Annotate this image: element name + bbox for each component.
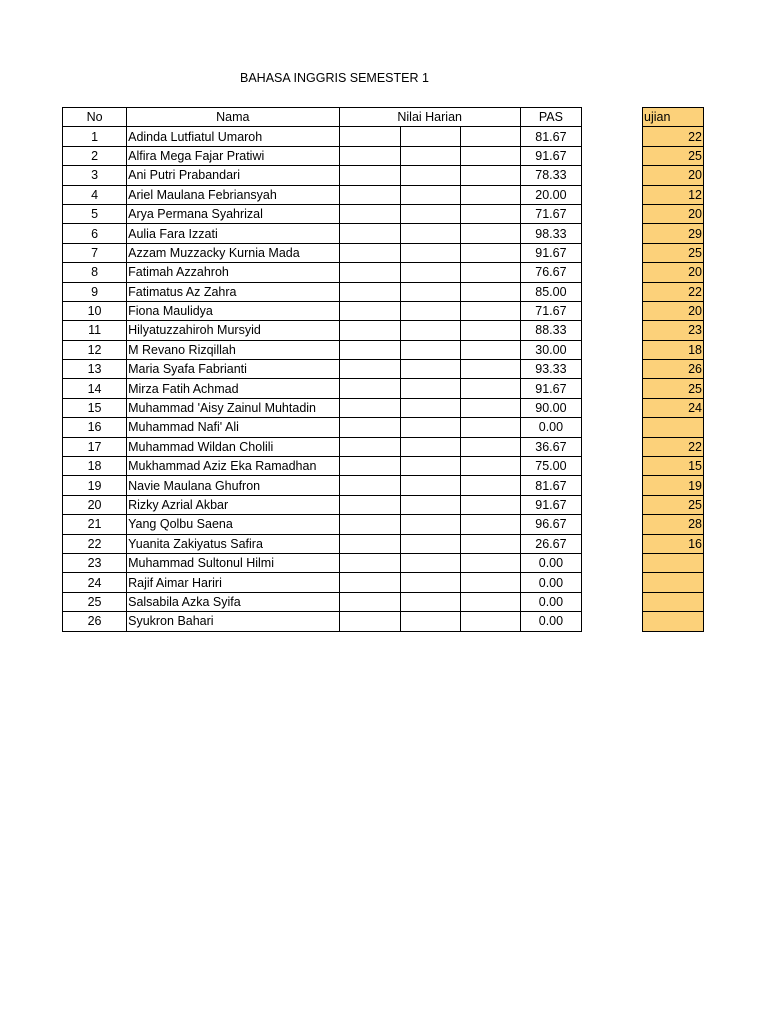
ujian-row — [643, 321, 704, 340]
cell-nama[interactable]: Navie Maulana Ghufron — [127, 476, 339, 495]
cell-nilai-harian-2[interactable] — [400, 592, 460, 611]
ujian-row — [643, 166, 704, 185]
header-row — [63, 108, 582, 127]
cell-nilai-harian-2[interactable] — [400, 127, 460, 146]
cell-nilai-harian-1[interactable] — [339, 515, 400, 534]
cell-ujian[interactable]: 25 — [643, 243, 704, 262]
cell-nilai-harian-3[interactable] — [460, 166, 520, 185]
ujian-row — [643, 127, 704, 146]
cell-no[interactable]: 23 — [63, 553, 127, 572]
grades-body — [63, 127, 582, 631]
cell-nama[interactable]: Ariel Maulana Febriansyah — [127, 185, 339, 204]
ujian-row — [643, 204, 704, 223]
table-row — [63, 166, 582, 185]
cell-pas[interactable]: 75.00 — [520, 457, 581, 476]
cell-nilai-harian-1[interactable] — [339, 263, 400, 282]
sheet-title: BAHASA INGGRIS SEMESTER 1 — [240, 71, 429, 85]
cell-ujian[interactable]: 23 — [643, 321, 704, 340]
cell-nilai-harian-3[interactable] — [460, 437, 520, 456]
cell-ujian[interactable]: 25 — [643, 495, 704, 514]
cell-nama[interactable]: Muhammad Nafi' Ali — [127, 418, 339, 437]
cell-ujian[interactable] — [643, 592, 704, 611]
cell-pas[interactable]: 78.33 — [520, 166, 581, 185]
cell-nilai-harian-1[interactable] — [339, 379, 400, 398]
cell-ujian[interactable]: 12 — [643, 185, 704, 204]
cell-no[interactable]: 6 — [63, 224, 127, 243]
cell-pas[interactable]: 81.67 — [520, 476, 581, 495]
cell-nilai-harian-2[interactable] — [400, 321, 460, 340]
ujian-row — [643, 360, 704, 379]
cell-nilai-harian-3[interactable] — [460, 360, 520, 379]
table-row — [63, 204, 582, 223]
cell-nilai-harian-1[interactable] — [339, 185, 400, 204]
cell-pas[interactable]: 71.67 — [520, 301, 581, 320]
table-row — [63, 185, 582, 204]
cell-nilai-harian-3[interactable] — [460, 534, 520, 553]
cell-nilai-harian-2[interactable] — [400, 437, 460, 456]
cell-no[interactable]: 22 — [63, 534, 127, 553]
cell-pas[interactable]: 0.00 — [520, 592, 581, 611]
header-nama: Nama — [127, 108, 339, 127]
table-row — [63, 573, 582, 592]
cell-no[interactable]: 16 — [63, 418, 127, 437]
cell-nilai-harian-2[interactable] — [400, 263, 460, 282]
cell-nilai-harian-3[interactable] — [460, 573, 520, 592]
table-row — [63, 457, 582, 476]
cell-pas[interactable]: 85.00 — [520, 282, 581, 301]
ujian-column — [642, 107, 704, 632]
cell-nilai-harian-1[interactable] — [339, 534, 400, 553]
cell-nilai-harian-2[interactable] — [400, 379, 460, 398]
cell-nilai-harian-1[interactable] — [339, 282, 400, 301]
cell-no[interactable]: 26 — [63, 612, 127, 631]
ujian-row — [643, 185, 704, 204]
cell-no[interactable]: 12 — [63, 340, 127, 359]
cell-nilai-harian-1[interactable] — [339, 553, 400, 572]
cell-ujian[interactable]: 20 — [643, 166, 704, 185]
cell-no[interactable]: 8 — [63, 263, 127, 282]
cell-ujian[interactable]: 22 — [643, 282, 704, 301]
cell-ujian[interactable]: 22 — [643, 127, 704, 146]
header-ujian: ujian — [643, 108, 704, 127]
ujian-row — [643, 282, 704, 301]
cell-ujian[interactable]: 18 — [643, 340, 704, 359]
ujian-row — [643, 340, 704, 359]
cell-pas[interactable]: 26.67 — [520, 534, 581, 553]
cell-nama[interactable]: Maria Syafa Fabrianti — [127, 360, 339, 379]
cell-nama[interactable]: Ani Putri Prabandari — [127, 166, 339, 185]
cell-pas[interactable]: 91.67 — [520, 379, 581, 398]
cell-nilai-harian-2[interactable] — [400, 146, 460, 165]
cell-pas[interactable]: 98.33 — [520, 224, 581, 243]
table-row — [63, 612, 582, 631]
cell-nilai-harian-1[interactable] — [339, 437, 400, 456]
cell-nilai-harian-2[interactable] — [400, 612, 460, 631]
cell-nilai-harian-1[interactable] — [339, 457, 400, 476]
cell-nilai-harian-3[interactable] — [460, 301, 520, 320]
cell-pas[interactable]: 0.00 — [520, 573, 581, 592]
cell-nama[interactable]: Hilyatuzzahiroh Mursyid — [127, 321, 339, 340]
cell-nilai-harian-1[interactable] — [339, 166, 400, 185]
table-row — [63, 418, 582, 437]
ujian-row — [643, 301, 704, 320]
cell-nilai-harian-3[interactable] — [460, 321, 520, 340]
cell-nilai-harian-2[interactable] — [400, 301, 460, 320]
cell-pas[interactable]: 88.33 — [520, 321, 581, 340]
table-row — [63, 515, 582, 534]
cell-nilai-harian-2[interactable] — [400, 224, 460, 243]
cell-nama[interactable]: Muhammad Wildan Cholili — [127, 437, 339, 456]
table-row — [63, 476, 582, 495]
cell-nilai-harian-1[interactable] — [339, 340, 400, 359]
cell-nilai-harian-2[interactable] — [400, 204, 460, 223]
cell-nilai-harian-3[interactable] — [460, 379, 520, 398]
table-row — [63, 398, 582, 417]
cell-nilai-harian-2[interactable] — [400, 243, 460, 262]
cell-pas[interactable]: 91.67 — [520, 495, 581, 514]
header-pas: PAS — [520, 108, 581, 127]
cell-nama[interactable]: Azzam Muzzacky Kurnia Mada — [127, 243, 339, 262]
cell-nama[interactable]: Rajif Aimar Hariri — [127, 573, 339, 592]
cell-nilai-harian-2[interactable] — [400, 185, 460, 204]
cell-nilai-harian-3[interactable] — [460, 146, 520, 165]
cell-nilai-harian-2[interactable] — [400, 515, 460, 534]
cell-nama[interactable]: Fatimatus Az Zahra — [127, 282, 339, 301]
cell-pas[interactable]: 91.67 — [520, 146, 581, 165]
cell-nilai-harian-1[interactable] — [339, 360, 400, 379]
cell-pas[interactable]: 0.00 — [520, 553, 581, 572]
cell-nilai-harian-3[interactable] — [460, 243, 520, 262]
ujian-row — [643, 534, 704, 553]
cell-nilai-harian-3[interactable] — [460, 204, 520, 223]
cell-nilai-harian-3[interactable] — [460, 398, 520, 417]
cell-nilai-harian-1[interactable] — [339, 321, 400, 340]
cell-ujian[interactable]: 22 — [643, 437, 704, 456]
cell-ujian[interactable]: 28 — [643, 515, 704, 534]
table-row — [63, 243, 582, 262]
ujian-row — [643, 515, 704, 534]
table-row — [63, 553, 582, 572]
cell-nilai-harian-2[interactable] — [400, 166, 460, 185]
cell-nilai-harian-1[interactable] — [339, 127, 400, 146]
ujian-row — [643, 495, 704, 514]
cell-nilai-harian-3[interactable] — [460, 515, 520, 534]
ujian-row — [643, 592, 704, 611]
cell-nilai-harian-3[interactable] — [460, 612, 520, 631]
table-row — [63, 592, 582, 611]
cell-nilai-harian-1[interactable] — [339, 224, 400, 243]
cell-ujian[interactable]: 20 — [643, 301, 704, 320]
ujian-header-row — [643, 108, 704, 127]
cell-pas[interactable]: 90.00 — [520, 398, 581, 417]
table-row — [63, 534, 582, 553]
ujian-row — [643, 398, 704, 417]
cell-nama[interactable]: Adinda Lutfiatul Umaroh — [127, 127, 339, 146]
cell-nilai-harian-3[interactable] — [460, 127, 520, 146]
cell-nilai-harian-3[interactable] — [460, 185, 520, 204]
cell-nama[interactable]: Fiona Maulidya — [127, 301, 339, 320]
cell-nilai-harian-3[interactable] — [460, 553, 520, 572]
cell-ujian[interactable]: 20 — [643, 263, 704, 282]
cell-pas[interactable]: 0.00 — [520, 418, 581, 437]
cell-pas[interactable]: 76.67 — [520, 263, 581, 282]
cell-no[interactable]: 17 — [63, 437, 127, 456]
cell-pas[interactable]: 20.00 — [520, 185, 581, 204]
ujian-row — [643, 263, 704, 282]
cell-nilai-harian-3[interactable] — [460, 592, 520, 611]
cell-nilai-harian-2[interactable] — [400, 476, 460, 495]
table-row — [63, 340, 582, 359]
table-row — [63, 282, 582, 301]
table-row — [63, 379, 582, 398]
cell-nama[interactable]: Alfira Mega Fajar Pratiwi — [127, 146, 339, 165]
cell-ujian[interactable]: 26 — [643, 360, 704, 379]
cell-nilai-harian-2[interactable] — [400, 495, 460, 514]
ujian-body — [643, 108, 704, 632]
cell-nilai-harian-2[interactable] — [400, 573, 460, 592]
cell-ujian[interactable]: 25 — [643, 146, 704, 165]
cell-nilai-harian-2[interactable] — [400, 534, 460, 553]
cell-nilai-harian-1[interactable] — [339, 146, 400, 165]
cell-ujian[interactable]: 16 — [643, 534, 704, 553]
cell-nilai-harian-2[interactable] — [400, 282, 460, 301]
cell-nama[interactable]: Aulia Fara Izzati — [127, 224, 339, 243]
table-row — [63, 263, 582, 282]
cell-pas[interactable]: 93.33 — [520, 360, 581, 379]
cell-nama[interactable]: Mirza Fatih Achmad — [127, 379, 339, 398]
cell-no[interactable]: 18 — [63, 457, 127, 476]
ujian-row — [643, 573, 704, 592]
ujian-row — [643, 612, 704, 631]
cell-nilai-harian-1[interactable] — [339, 592, 400, 611]
cell-ujian[interactable]: 15 — [643, 457, 704, 476]
cell-nilai-harian-1[interactable] — [339, 476, 400, 495]
cell-no[interactable]: 13 — [63, 360, 127, 379]
table-row — [63, 360, 582, 379]
cell-nilai-harian-1[interactable] — [339, 243, 400, 262]
cell-nama[interactable]: M Revano Rizqillah — [127, 340, 339, 359]
cell-no[interactable]: 19 — [63, 476, 127, 495]
header-nilai-harian: Nilai Harian — [339, 108, 520, 127]
cell-pas[interactable]: 30.00 — [520, 340, 581, 359]
table-row — [63, 321, 582, 340]
cell-nama[interactable]: Yang Qolbu Saena — [127, 515, 339, 534]
cell-no[interactable]: 5 — [63, 204, 127, 223]
ujian-row — [643, 418, 704, 437]
table-row — [63, 127, 582, 146]
header-no: No — [63, 108, 127, 127]
cell-no[interactable]: 3 — [63, 166, 127, 185]
cell-nilai-harian-3[interactable] — [460, 340, 520, 359]
cell-ujian[interactable] — [643, 418, 704, 437]
cell-nilai-harian-3[interactable] — [460, 457, 520, 476]
cell-nilai-harian-1[interactable] — [339, 398, 400, 417]
cell-nilai-harian-1[interactable] — [339, 612, 400, 631]
cell-pas[interactable]: 91.67 — [520, 243, 581, 262]
cell-nama[interactable]: Fatimah Azzahroh — [127, 263, 339, 282]
cell-nilai-harian-2[interactable] — [400, 360, 460, 379]
cell-pas[interactable]: 0.00 — [520, 612, 581, 631]
cell-nilai-harian-1[interactable] — [339, 495, 400, 514]
cell-nama[interactable]: Syukron Bahari — [127, 612, 339, 631]
cell-nilai-harian-1[interactable] — [339, 573, 400, 592]
cell-no[interactable]: 9 — [63, 282, 127, 301]
cell-nilai-harian-3[interactable] — [460, 282, 520, 301]
cell-nilai-harian-2[interactable] — [400, 553, 460, 572]
cell-no[interactable]: 20 — [63, 495, 127, 514]
cell-ujian[interactable] — [643, 612, 704, 631]
cell-no[interactable]: 21 — [63, 515, 127, 534]
cell-ujian[interactable]: 19 — [643, 476, 704, 495]
ujian-row — [643, 224, 704, 243]
cell-ujian[interactable] — [643, 573, 704, 592]
ujian-row — [643, 457, 704, 476]
cell-pas[interactable]: 36.67 — [520, 437, 581, 456]
cell-no[interactable]: 7 — [63, 243, 127, 262]
table-row — [63, 495, 582, 514]
cell-no[interactable]: 24 — [63, 573, 127, 592]
cell-ujian[interactable]: 25 — [643, 379, 704, 398]
cell-nama[interactable]: Muhammad 'Aisy Zainul Muhtadin — [127, 398, 339, 417]
cell-nilai-harian-2[interactable] — [400, 457, 460, 476]
ujian-row — [643, 146, 704, 165]
ujian-row — [643, 476, 704, 495]
cell-pas[interactable]: 71.67 — [520, 204, 581, 223]
ujian-row — [643, 379, 704, 398]
table-row — [63, 301, 582, 320]
cell-ujian[interactable]: 24 — [643, 398, 704, 417]
grades-table — [62, 107, 582, 632]
cell-nilai-harian-2[interactable] — [400, 340, 460, 359]
table-row — [63, 437, 582, 456]
cell-no[interactable]: 11 — [63, 321, 127, 340]
cell-ujian[interactable] — [643, 553, 704, 572]
cell-nilai-harian-1[interactable] — [339, 418, 400, 437]
cell-nama[interactable]: Mukhammad Aziz Eka Ramadhan — [127, 457, 339, 476]
ujian-row — [643, 437, 704, 456]
cell-ujian[interactable]: 20 — [643, 204, 704, 223]
cell-no[interactable]: 1 — [63, 127, 127, 146]
cell-nilai-harian-3[interactable] — [460, 476, 520, 495]
cell-nilai-harian-3[interactable] — [460, 263, 520, 282]
cell-pas[interactable]: 96.67 — [520, 515, 581, 534]
cell-no[interactable]: 2 — [63, 146, 127, 165]
cell-ujian[interactable]: 29 — [643, 224, 704, 243]
cell-pas[interactable]: 81.67 — [520, 127, 581, 146]
cell-nilai-harian-2[interactable] — [400, 398, 460, 417]
cell-nama[interactable]: Muhammad Sultonul Hilmi — [127, 553, 339, 572]
cell-no[interactable]: 14 — [63, 379, 127, 398]
cell-nama[interactable]: Yuanita Zakiyatus Safira — [127, 534, 339, 553]
ujian-row — [643, 553, 704, 572]
cell-no[interactable]: 10 — [63, 301, 127, 320]
cell-nama[interactable]: Salsabila Azka Syifa — [127, 592, 339, 611]
cell-nilai-harian-3[interactable] — [460, 495, 520, 514]
cell-nilai-harian-1[interactable] — [339, 301, 400, 320]
cell-no[interactable]: 4 — [63, 185, 127, 204]
table-row — [63, 146, 582, 165]
cell-no[interactable]: 15 — [63, 398, 127, 417]
cell-nilai-harian-1[interactable] — [339, 204, 400, 223]
cell-nilai-harian-3[interactable] — [460, 224, 520, 243]
table-row — [63, 224, 582, 243]
cell-nilai-harian-3[interactable] — [460, 418, 520, 437]
cell-no[interactable]: 25 — [63, 592, 127, 611]
cell-nama[interactable]: Arya Permana Syahrizal — [127, 204, 339, 223]
ujian-row — [643, 243, 704, 262]
cell-nilai-harian-2[interactable] — [400, 418, 460, 437]
cell-nama[interactable]: Rizky Azrial Akbar — [127, 495, 339, 514]
